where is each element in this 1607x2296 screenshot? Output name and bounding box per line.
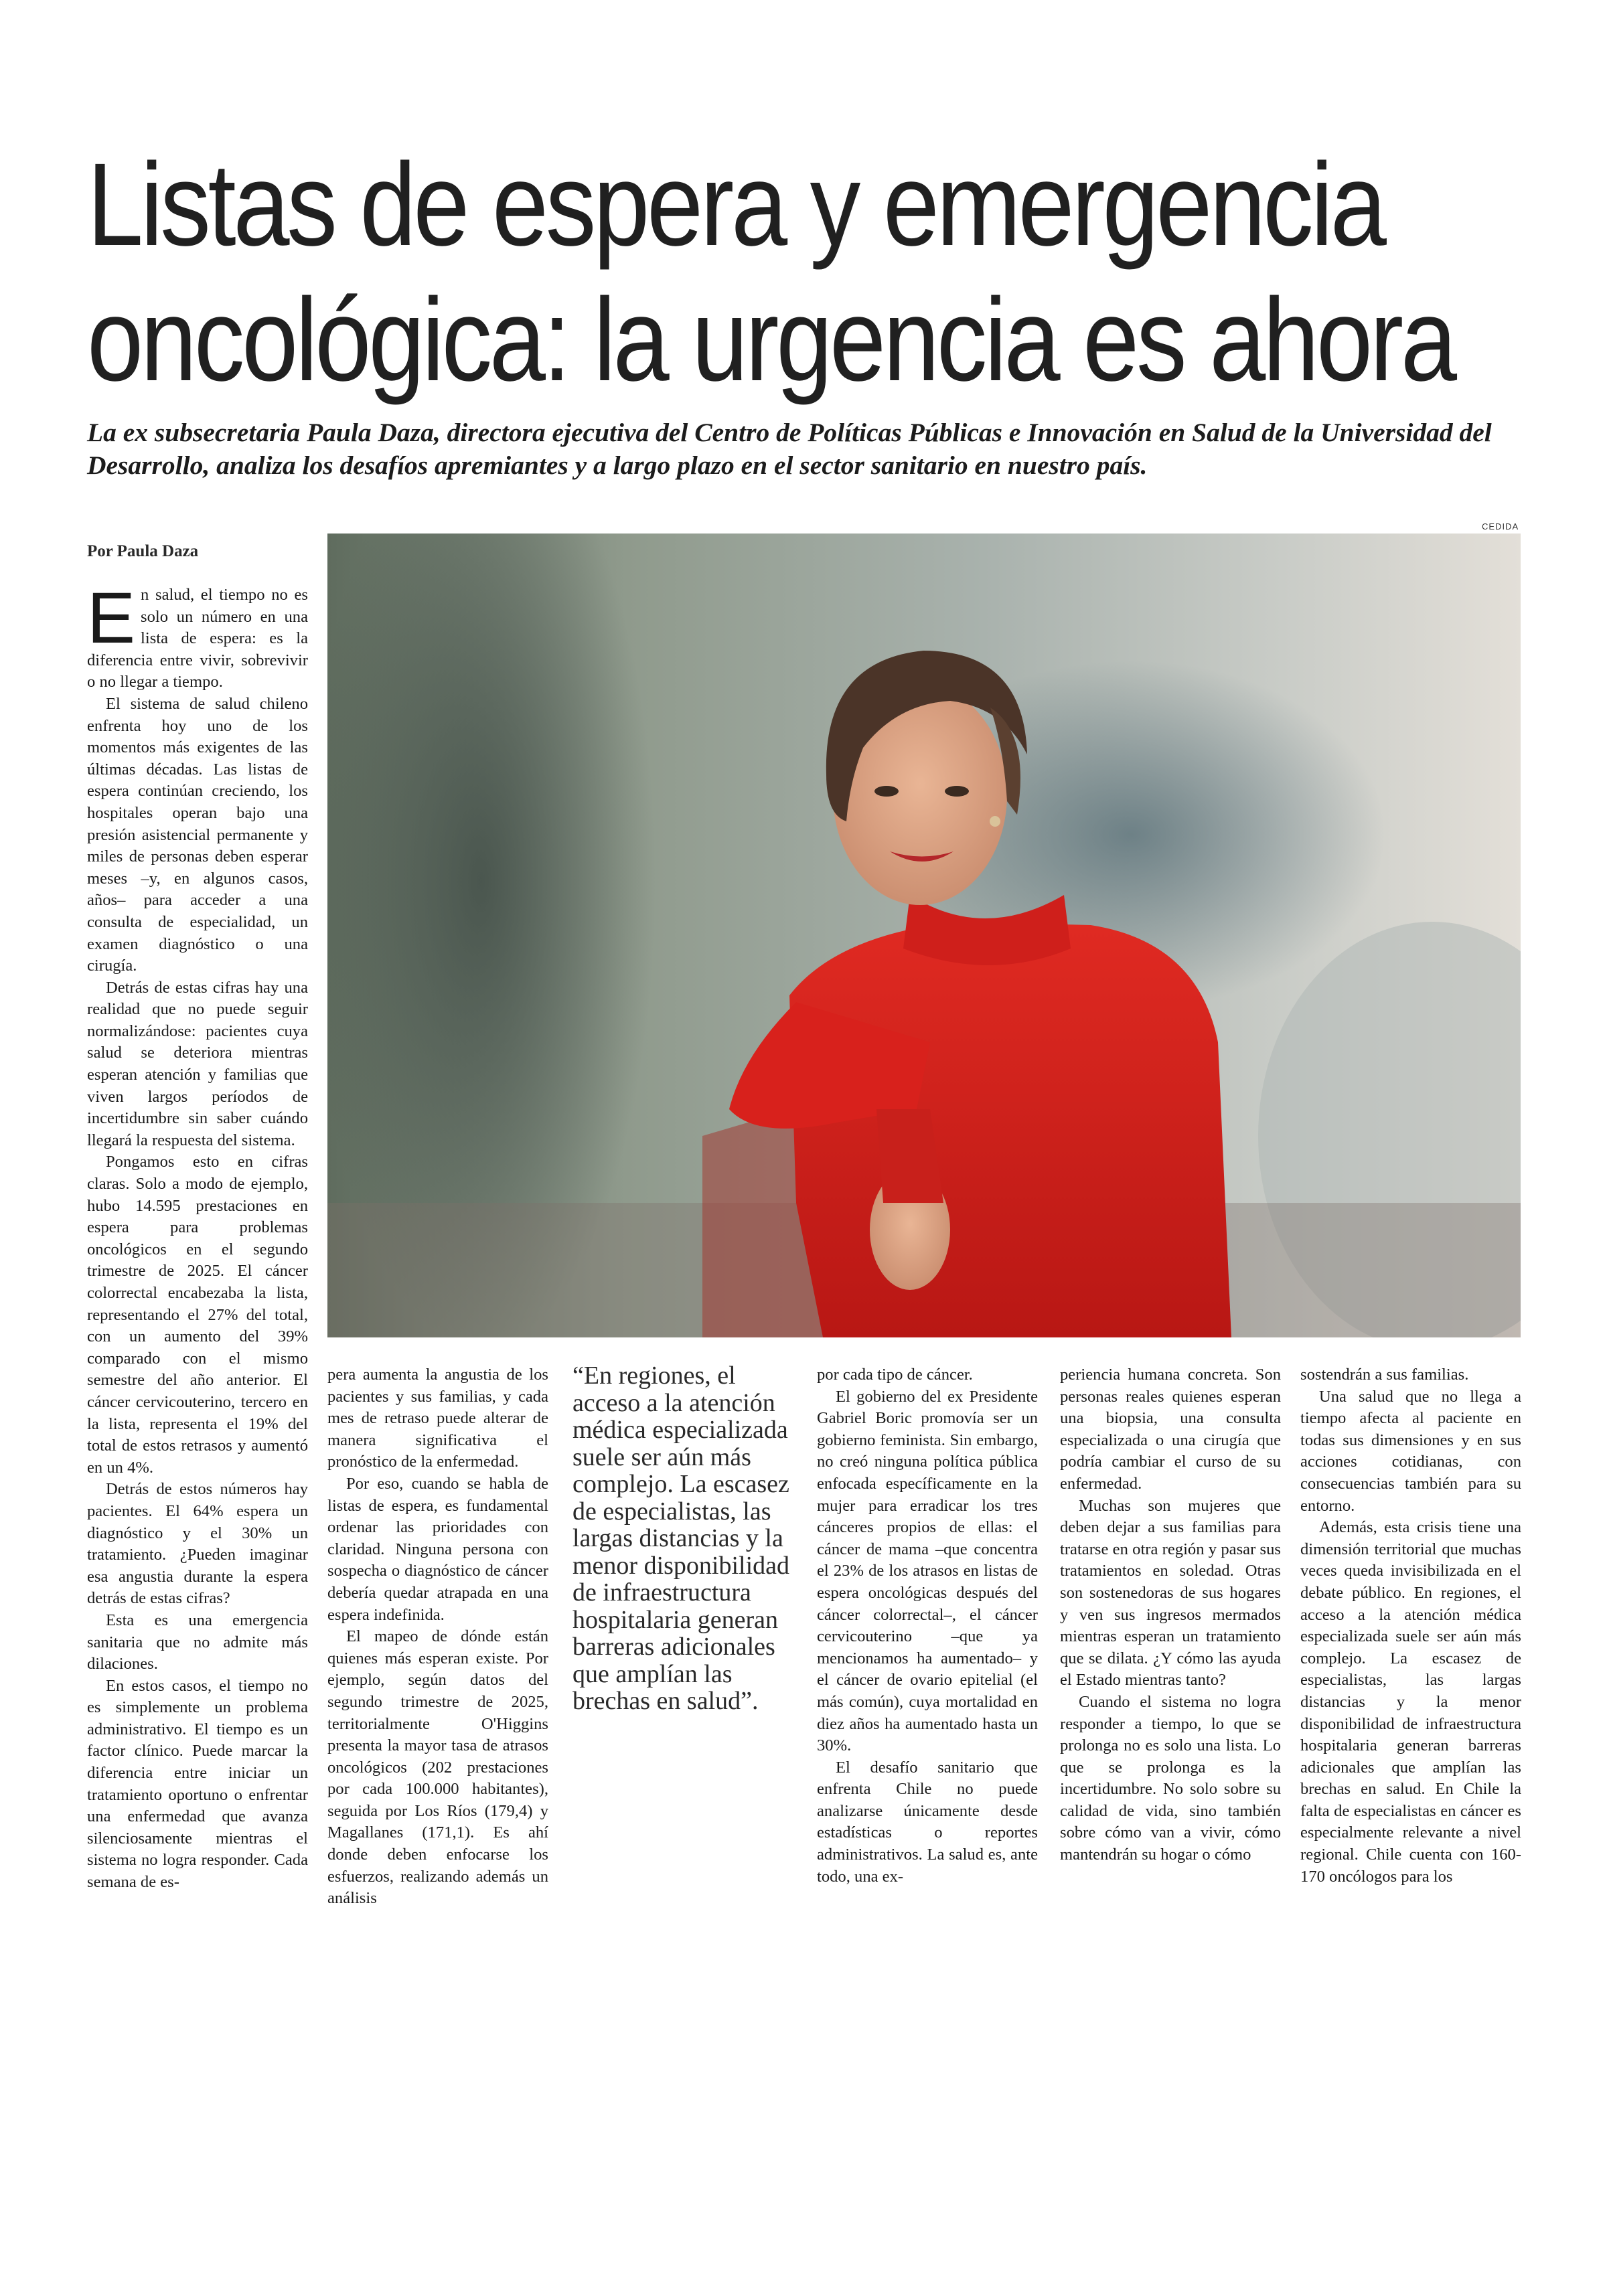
byline: Por Paula Daza [87,542,199,560]
paragraph: En salud, el tiempo no es solo un número en una lista de espera: es la diferencia entre vivir, sobrevivir o no llegar a tiempo. [87,577,308,691]
paragraph: por cada tipo de cáncer. [817,1366,973,1384]
deck-subtitle: La ex subsecretaria Paula Daza, directora ejecutiva del Centro de Políticas Públicas e Innovación en Salud de la Universidad del Desarrollo, analiza los desafíos apremiantes y a largo plazo en el sector sanitario en nuestro país. [87,418,1492,480]
paragraph: En estos casos, el tiempo no es simplemente un problema administrativo. El tiempo es un factor clínico. Puede marcar la diferencia entre iniciar un tratamiento oportuno o enfrentar una enfermedad que avanza silenciosamente mientras el sistema no logra responder. Cada semana de es- [87,1676,308,1892]
headline-line-1: Listas de espera y emergencia [87,139,1384,270]
paragraph: Pongamos esto en cifras claras. Solo a modo de ejemplo, hubo 14.595 prestaciones en espera para problemas oncológicos en el segundo trimestre de 2025. El cáncer colorrectal encabezaba la lista, representando el 27% del total, con un aumento del 39% comparado con el mismo semestre del año anterior. El cáncer cervicouterino, tercero en la lista, representa el 19% del total de estos retrasos y aumentó en un 4%. [87,1153,308,1477]
article-column-6 [1300,1364,1521,1888]
article-column-5 [1060,1364,1281,1866]
paragraph: El mapeo de dónde están quienes más esperan existe. Por ejemplo, según datos del segundo trimestre de 2025, territorialmente O'Higgins presenta la mayor tasa de atrasos oncológicos (202 prestaciones por cada 100.000 habitantes), seguida por Los Ríos (179,4) y Magallanes (171,1). Es ahí donde deben enfocarse los esfuerzos, realizando además un análisis [327,1627,548,1908]
article-column-2 [327,1364,548,1910]
paragraph: Detrás de estas cifras hay una realidad que no puede seguir normalizándose: pacientes cuya salud se deteriora mientras esperan atención y familias que viven largos períodos de incertidumbre sin saber cuándo llegará la respuesta del sistema. [87,978,308,1149]
paragraph: Esta es una emergencia sanitaria que no admite más dilaciones. [87,1611,308,1673]
paragraph: Además, esta crisis tiene una dimensión territorial que muchas veces queda invisibilizada en el debate público. En regiones, el acceso a la atención médica especializada suele ser aún más complejo. La escasez de especialistas, las largas distancias y la menor disponibilidad de infraestructura hospitalaria generan barreras adicionales que amplían las brechas en salud. En Chile la falta de especialistas en cáncer es especialmente relevante a nivel regional. Chile cuenta con 160-170 oncólogos para los [1300,1518,1521,1886]
paragraph: Una salud que no llega a tiempo afecta al paciente en todas sus dimensiones y en sus acciones cotidianas, con consecuencias también para su entorno. [1300,1387,1521,1515]
paragraph: Muchas son mujeres que deben dejar a sus familias para tratarse en otra región y pasar sus tratamientos en soledad. Otras son sostenedoras de sus hogares y ven sus ingresos mermados mientras esperan un tratamiento que se dilata. ¿Y cómo las ayuda el Estado mientras tanto? [1060,1496,1281,1690]
photo-credit: CEDIDA [1482,521,1519,531]
paragraph: El sistema de salud chileno enfrenta hoy uno de los momentos más exigentes de las últimas décadas. Las listas de espera continúan creciendo, los hospitales operan bajo una presión asistencial permanente y miles de personas deben esperar meses –y, en algunos casos, años– para acceder a una consulta de especialidad, un examen diagnóstico o una cirugía. [87,694,308,975]
paragraph: periencia humana concreta. Son personas reales quienes esperan una biopsia, una consulta especializada o una cirugía que podría cambiar el curso de su enfermedad. [1060,1366,1281,1493]
drop-cap: E [87,577,136,658]
paragraph: sostendrán a sus familias. [1300,1366,1469,1384]
headline-line-2: oncológica: la urgencia es ahora [87,274,1454,406]
portrait-illustration [327,534,1521,1337]
pull-quote: “En regiones, el acceso a la atención médica especializada suele ser aún más complejo. La escasez de especialistas, las largas distancias y la menor disponibilidad de infraestructura hospitalaria generan barreras adicionales que amplían las brechas en salud”. [572,1362,790,1715]
article-column-4 [817,1364,1038,1888]
headline [87,137,1454,408]
paragraph: El desafío sanitario que enfrenta Chile no puede analizarse únicamente desde estadísticas o reportes administrativos. La salud es, ante todo, una ex- [817,1758,1038,1886]
paragraph: Por eso, cuando se habla de listas de espera, es fundamental ordenar las prioridades con claridad. Ninguna persona con sospecha o diagnóstico de cáncer debería quedar atrapada en una espera indefinida. [327,1474,548,1624]
paragraph: El gobierno del ex Presidente Gabriel Boric promovía ser un gobierno feminista. Sin embargo, no creó ninguna política pública enfocada específicamente en la mujer para erradicar los tres cánceres propios de ellas: el cáncer de mama –que concentra el 23% de los atrasos en listas de espera oncológicas después del cáncer colorrectal–, el cáncer cervicouterino –que ya mencionamos ha aumentado– y el cáncer de ovario epitelial (el más común), cuya mortalidad en diez años ha aumentado hasta un 30%. [817,1387,1038,1755]
portrait-photo [327,534,1521,1337]
paragraph: pera aumenta la angustia de los pacientes y sus familias, y cada mes de retraso puede alterar de manera significativa el pronóstico de la enfermedad. [327,1366,548,1471]
article-column-1 [87,577,308,1894]
paragraph: Cuando el sistema no logra responder a tiempo, lo que se prolonga no es solo una lista. Lo que se prolonga es la incertidumbre. No solo sobre su calidad de vida, sino también sobre cómo van a vivir, cómo mantendrán su hogar o cómo [1060,1692,1281,1864]
paragraph: Detrás de estos números hay pacientes. El 64% espera un diagnóstico y el 30% un tratamiento. ¿Pueden imaginar esa angustia durante la espera detrás de estas cifras? [87,1480,308,1608]
